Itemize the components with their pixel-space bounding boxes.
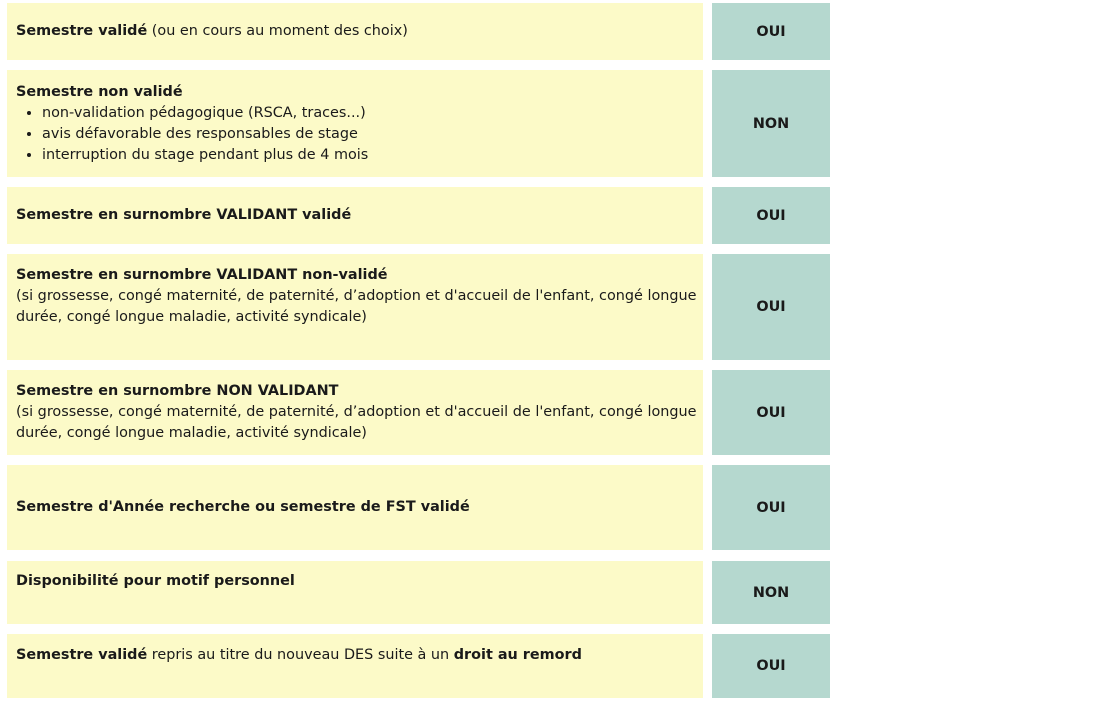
row-detail-line: (si grossesse, congé maternité, de paternité, d’adoption et d'accueil de l'enfant, congé longue	[16, 288, 697, 304]
table-row	[7, 634, 830, 698]
table-row	[7, 254, 830, 360]
table-row	[7, 3, 830, 60]
list-item: • non-validation pédagogique (RSCA, traces...)	[42, 103, 368, 124]
row-answer: OUI	[712, 370, 830, 455]
row-title: Semestre d'Année recherche ou semestre de FST validé	[16, 499, 470, 515]
row-description	[7, 370, 703, 455]
table-row	[7, 70, 830, 177]
table-row	[7, 561, 830, 624]
row-middle-text: repris au titre du nouveau DES suite à un	[147, 647, 454, 663]
row-title: Disponibilité pour motif personnel	[16, 573, 295, 589]
row-answer: OUI	[712, 3, 830, 60]
row-description	[7, 70, 703, 177]
row-description	[7, 187, 703, 244]
row-detail-line: durée, congé longue maladie, activité syndicale)	[16, 425, 367, 441]
row-answer: OUI	[712, 254, 830, 360]
row-note: (ou en cours au moment des choix)	[147, 23, 408, 39]
row-title: Semestre en surnombre VALIDANT validé	[16, 207, 352, 223]
list-item: • avis défavorable des responsables de stage	[42, 124, 368, 145]
table-row	[7, 465, 830, 550]
row-title: Semestre en surnombre VALIDANT non-validé	[16, 267, 388, 283]
row-title: Semestre validé	[16, 23, 148, 39]
row-answer: NON	[712, 70, 830, 177]
row-answer: NON	[712, 561, 830, 624]
row-description	[7, 254, 703, 360]
row-answer: OUI	[712, 465, 830, 550]
row-title: Semestre en surnombre NON VALIDANT	[16, 383, 339, 399]
bullet-list	[16, 103, 368, 166]
row-detail-line: (si grossesse, congé maternité, de paternité, d’adoption et d'accueil de l'enfant, congé longue	[16, 404, 697, 420]
row-title: Semestre validé	[16, 647, 148, 663]
table-row	[7, 370, 830, 455]
row-description	[7, 465, 703, 550]
row-answer: OUI	[712, 634, 830, 698]
row-title: Semestre non validé	[16, 83, 183, 100]
row-emphasis: droit au remord	[453, 647, 582, 663]
row-answer: OUI	[712, 187, 830, 244]
table-row	[7, 187, 830, 244]
list-item: • interruption du stage pendant plus de 4 mois	[42, 145, 368, 166]
row-description	[7, 561, 703, 624]
row-description	[7, 3, 703, 60]
row-detail-line: durée, congé longue maladie, activité syndicale)	[16, 309, 367, 325]
row-description	[7, 634, 703, 698]
